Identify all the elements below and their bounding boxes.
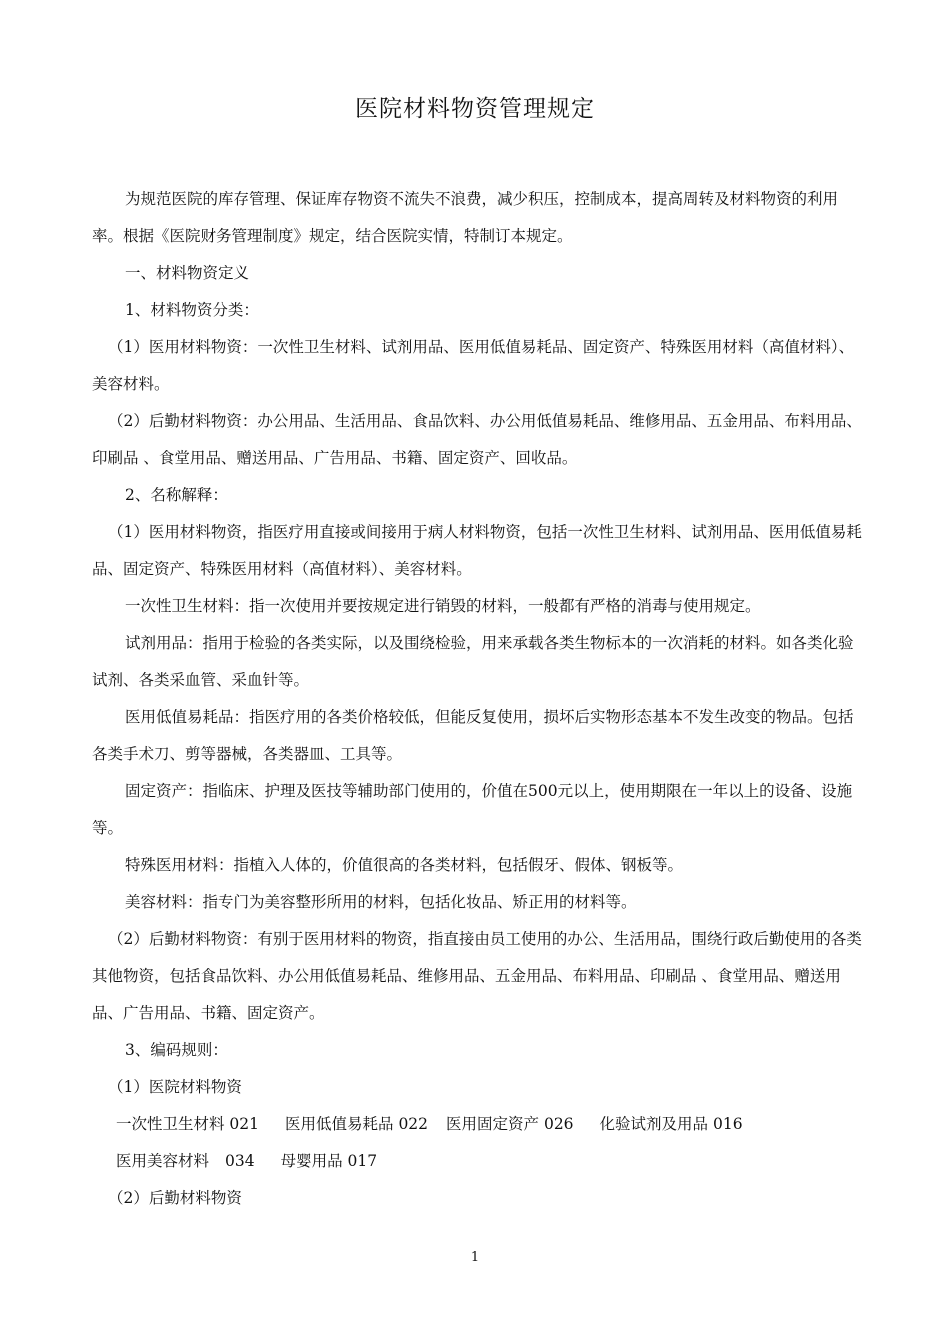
code-item: 医用固定资产 026 (446, 1115, 574, 1133)
paragraph-low-value-consumables: 医用低值易耗品：指医疗用的各类价格较低，但能反复使用，损坏后实物形态基本不发生改变的物品。包括各类手术刀、剪等器械，各类器皿、工具等。 (92, 708, 854, 763)
paragraph-medical-definition: （1）医用材料物资，指医疗用直接或间接用于病人材料物资，包括一次性卫生材料、试剂用品、医用低值易耗品、固定资产、特殊医用材料（高值材料）、美容材料。 (92, 523, 862, 578)
paragraph-fixed-assets: 固定资产：指临床、护理及医技等辅助部门使用的，价值在500元以上，使用期限在一年以上的设备、设施等。 (92, 782, 853, 837)
paragraph-medical-materials: （1）医用材料物资：一次性卫生材料、试剂用品、医用低值易耗品、固定资产、特殊医用材料（高值材料）、美容材料。 (92, 338, 855, 393)
code-item: 化验试剂及用品 016 (599, 1115, 743, 1133)
codes-row (92, 1106, 862, 1143)
subsection-definitions: 2、名称解释： (125, 486, 228, 504)
code-item: 母婴用品 017 (280, 1152, 378, 1170)
code-item: 医用美容材料 (116, 1152, 210, 1170)
paragraph-reagents: 试剂用品：指用于检验的各类实际，以及围绕检验，用来承载各类生物标本的一次消耗的材料。如各类化验试剂、各类采血管、采血针等。 (92, 634, 854, 689)
subsection-coding-rules: 3、编码规则： (125, 1041, 228, 1059)
paragraph-logistics-materials: （2）后勤材料物资：办公用品、生活用品、食品饮料、办公用低值易耗品、维修用品、五金用品、布料用品、印刷品 、食堂用品、赠送用品、广告用品、书籍、固定资产、回收品。 (92, 412, 862, 467)
intro-paragraph: 为规范医院的库存管理、保证库存物资不流失不浪费，减少积压，控制成本，提高周转及材料物资的利用率。根据《医院财务管理制度》规定，结合医院实情，特制订本规定。 (92, 190, 839, 245)
paragraph-special-materials: 特殊医用材料：指植入人体的，价值很高的各类材料，包括假牙、假体、钢板等。 (125, 856, 684, 874)
paragraph-cosmetic-materials: 美容材料：指专门为美容整形所用的材料，包括化妆品、矫正用的材料等。 (125, 893, 637, 911)
paragraph-disposable-materials: 一次性卫生材料：指一次使用并要按规定进行销毁的材料，一般都有严格的消毒与使用规定。 (125, 597, 761, 615)
subsection-classification: 1、材料物资分类： (125, 301, 259, 319)
codes-row (92, 1143, 862, 1180)
code-item: 医用低值易耗品 022 (285, 1115, 429, 1133)
paragraph-logistics-definition: （2）后勤材料物资：有别于医用材料的物资，指直接由员工使用的办公、生活用品，围绕行政后勤使用的各类其他物资，包括食品饮料、办公用低值易耗品、维修用品、五金用品、布料用品、印刷品 、食堂用品、赠送用品、广告用品、书籍、固定资产。 (92, 930, 862, 1022)
document-title: 医院材料物资管理规定 (355, 96, 595, 122)
section-heading-definition: 一、材料物资定义 (125, 264, 250, 282)
page-number: 1 (470, 1250, 480, 1265)
subsection-medical-codes: （1）医院材料物资 (108, 1078, 242, 1096)
document-body (92, 181, 862, 1217)
code-item: 034 (225, 1152, 255, 1170)
subsection-logistics-codes: （2）后勤材料物资 (108, 1189, 242, 1207)
code-item: 一次性卫生材料 021 (116, 1115, 260, 1133)
